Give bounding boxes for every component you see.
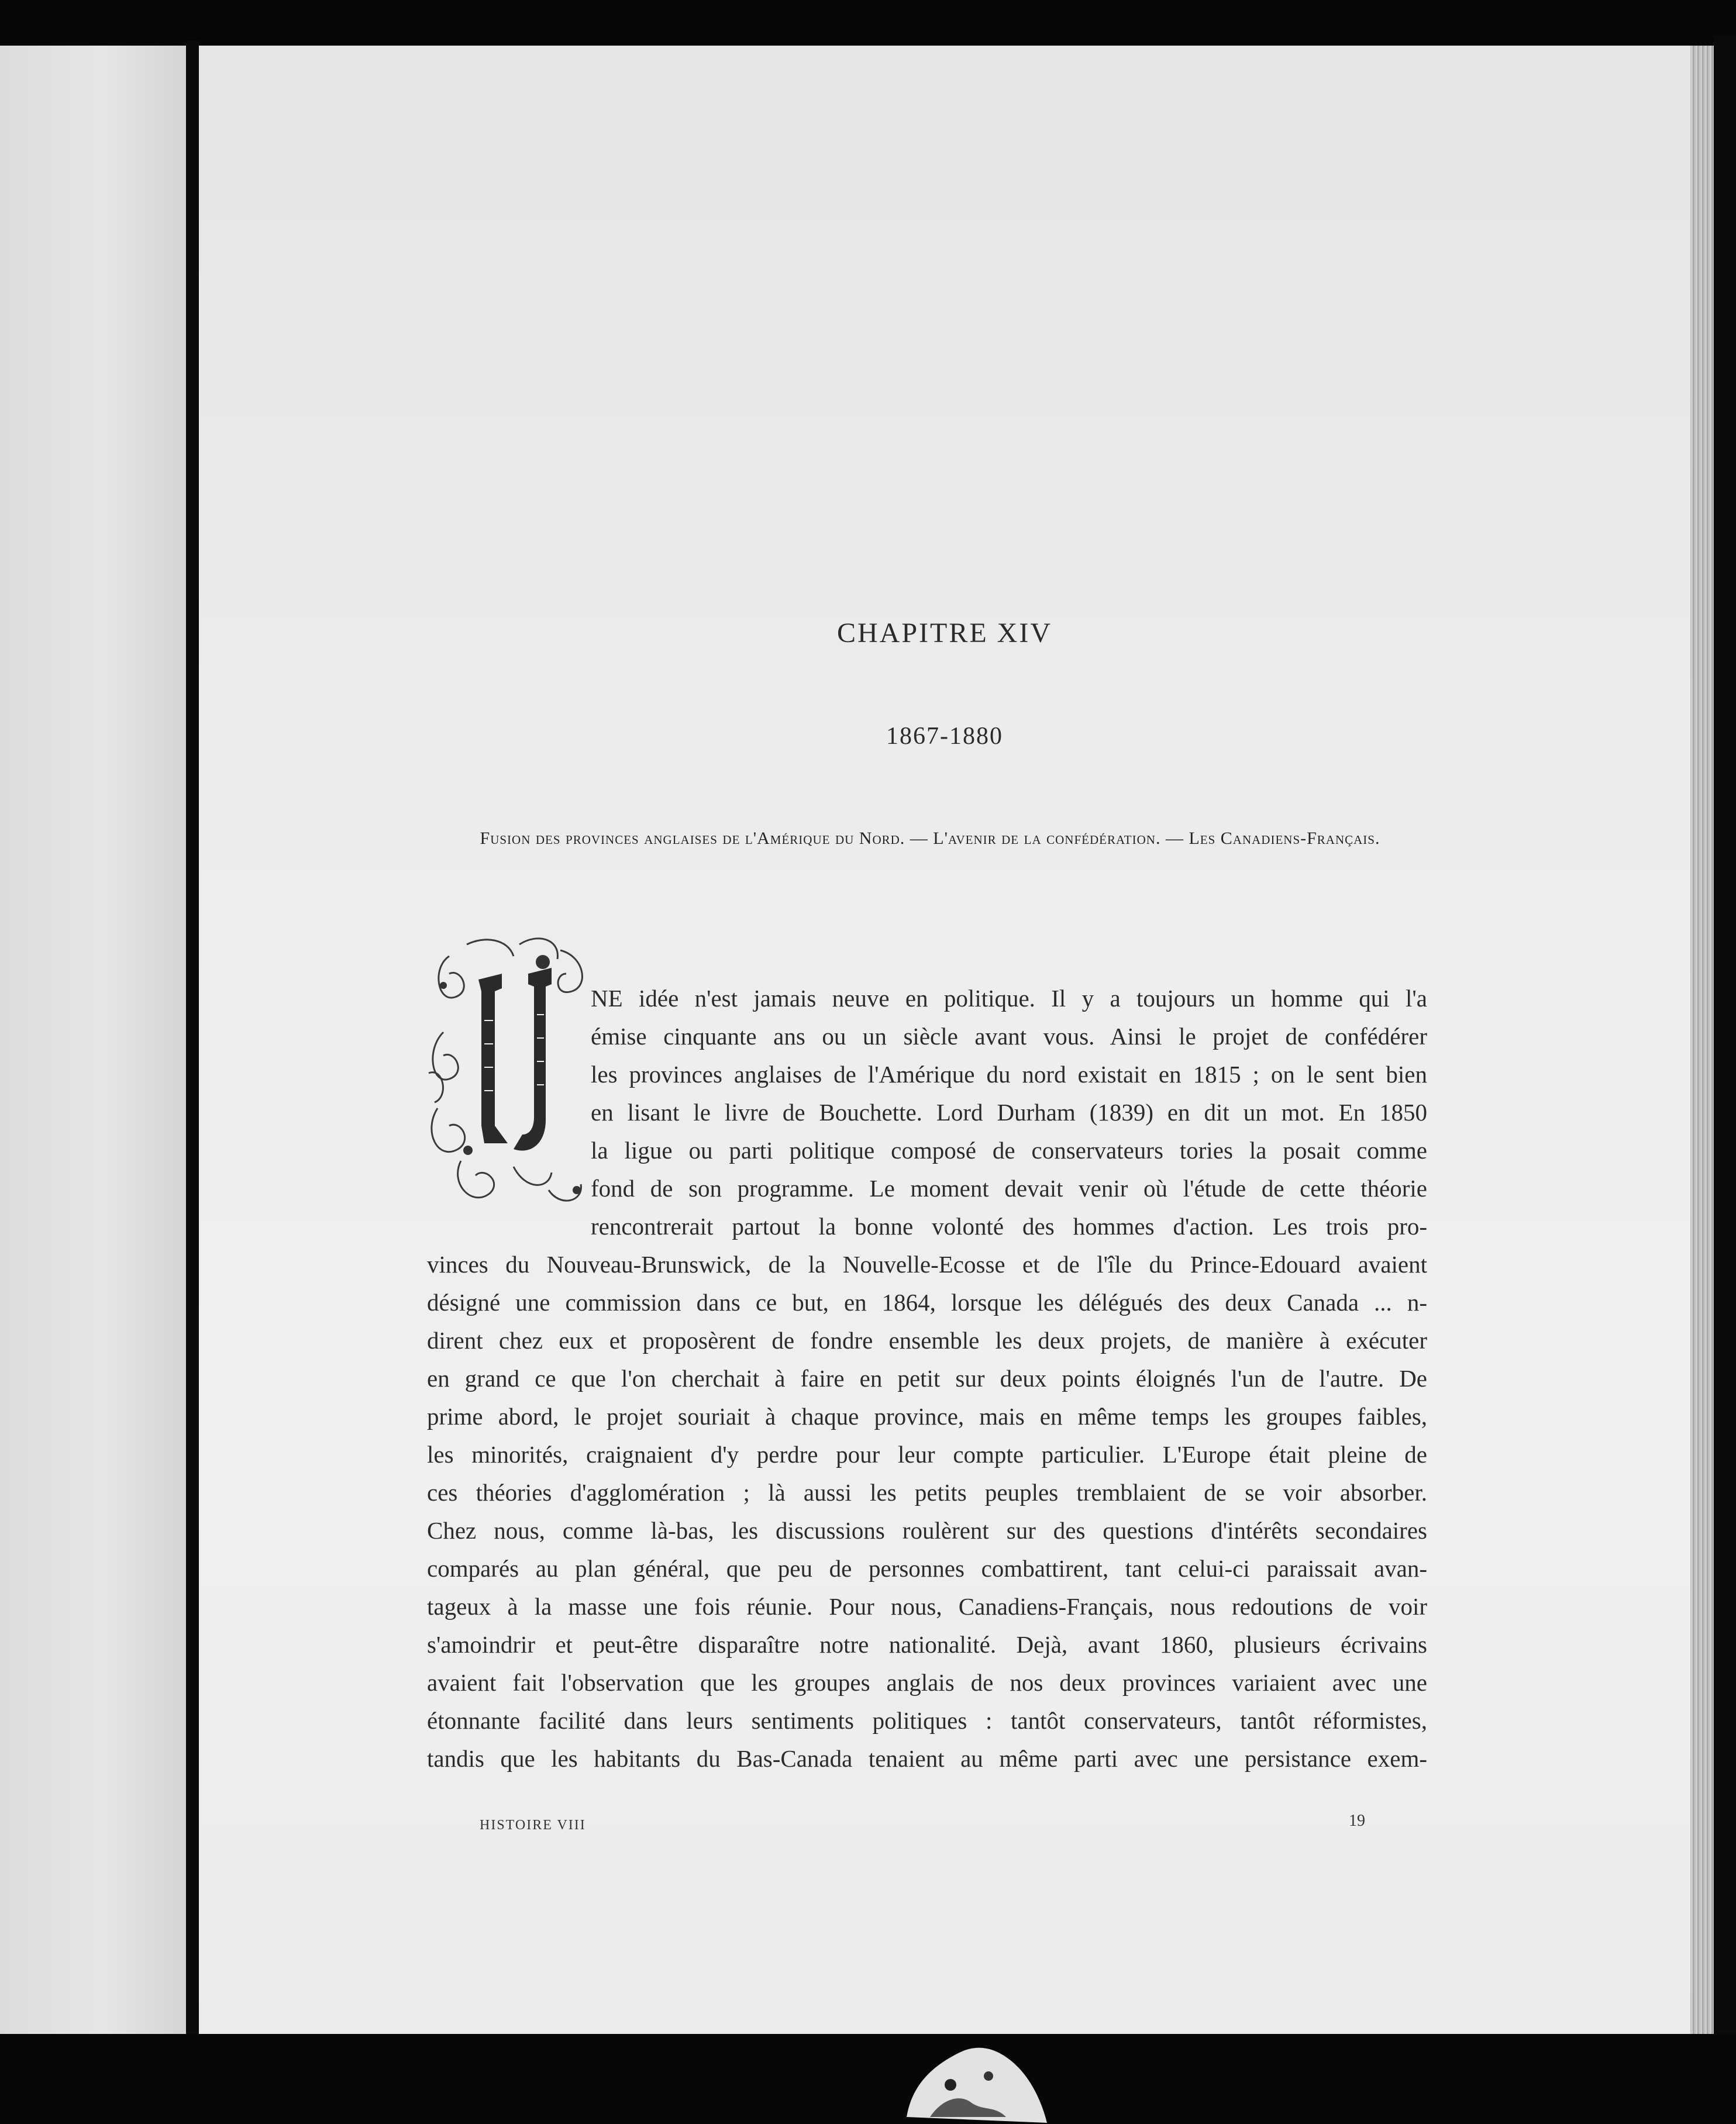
signature-mark: HISTOIRE VIII (480, 1818, 586, 1833)
body-line: les minorités, craignaient d'y perdre pour leur compte particulier. L'Europe était pleine de (427, 1441, 1427, 1468)
body-line: NE idée n'est jamais neuve en politique. Il y a toujours un homme qui l'a (591, 985, 1427, 1012)
body-line: désigné une commission dans ce but, en 1864, lorsque les délégués des deux Canada ... n- (427, 1289, 1427, 1316)
scan-right-border (1714, 35, 1736, 2035)
body-line: Chez nous, comme là-bas, les discussions roulèrent sur des questions d'intérêts secondaires (427, 1517, 1427, 1544)
facing-page (0, 46, 188, 2034)
scan-artifact (895, 2029, 1053, 2123)
body-line: les provinces anglaises de l'Amérique du nord existait en 1815 ; on le sent bien (591, 1061, 1427, 1088)
body-line: prime abord, le projet souriait à chaque province, mais en même temps les groupes faibles, (427, 1403, 1427, 1430)
body-line: comparés au plan général, que peu de personnes combattirent, tant celui-ci paraissait avan- (427, 1555, 1427, 1582)
page-number: 19 (1349, 1812, 1365, 1830)
body-line: s'amoindrir et peut-être disparaître notre nationalité. Dejà, avant 1860, plusieurs écrivains (427, 1631, 1427, 1658)
body-line: ces théories d'agglomération ; là aussi les petits peuples tremblaient de se voir absorber. (427, 1479, 1427, 1506)
body-line: fond de son programme. Le moment devait venir où l'étude de cette théorie (591, 1175, 1427, 1202)
body-line: vinces du Nouveau-Brunswick, de la Nouvelle-Ecosse et de l'île du Prince-Edouard avaient (427, 1251, 1427, 1278)
page-edges (1690, 46, 1714, 2034)
scan-bottom-border (0, 2034, 1736, 2124)
chapter-summary: Fusion des provinces anglaises de l'Amérique du Nord. — L'avenir de la confédération. — Les Canadiens-Français. (480, 829, 1380, 848)
body-line: la ligue ou parti politique composé de conservateurs tories la posait comme (591, 1137, 1427, 1164)
chapter-dates: 1867-1880 (886, 723, 1003, 750)
body-line: étonnante facilité dans leurs sentiments politiques : tantôt conservateurs, tantôt réformistes, (427, 1707, 1427, 1734)
chapter-title: CHAPITRE XIV (837, 618, 1052, 649)
body-line: tandis que les habitants du Bas-Canada tenaient au même parti avec une persistance exem- (427, 1745, 1427, 1772)
body-line: en lisant le livre de Bouchette. Lord Durham (1839) en dit un mot. En 1850 (591, 1099, 1427, 1126)
ornamental-drop-cap-icon (426, 933, 595, 1219)
book-gutter (186, 41, 199, 2041)
body-line: en grand ce que l'on cherchait à faire en petit sur deux points éloignés l'un de l'autre. De (427, 1365, 1427, 1392)
body-line: tageux à la masse une fois réunie. Pour nous, Canadiens-Français, nous redoutions de voir (427, 1593, 1427, 1620)
body-line: avaient fait l'observation que les groupes anglais de nos deux provinces variaient avec une (427, 1669, 1427, 1696)
body-line: dirent chez eux et proposèrent de fondre ensemble les deux projets, de manière à exécuter (427, 1327, 1427, 1354)
body-line: rencontrerait partout la bonne volonté des hommes d'action. Les trois pro- (591, 1213, 1427, 1240)
body-line: émise cinquante ans ou un siècle avant vous. Ainsi le projet de confédérer (591, 1023, 1427, 1050)
scan-top-border (0, 0, 1736, 46)
